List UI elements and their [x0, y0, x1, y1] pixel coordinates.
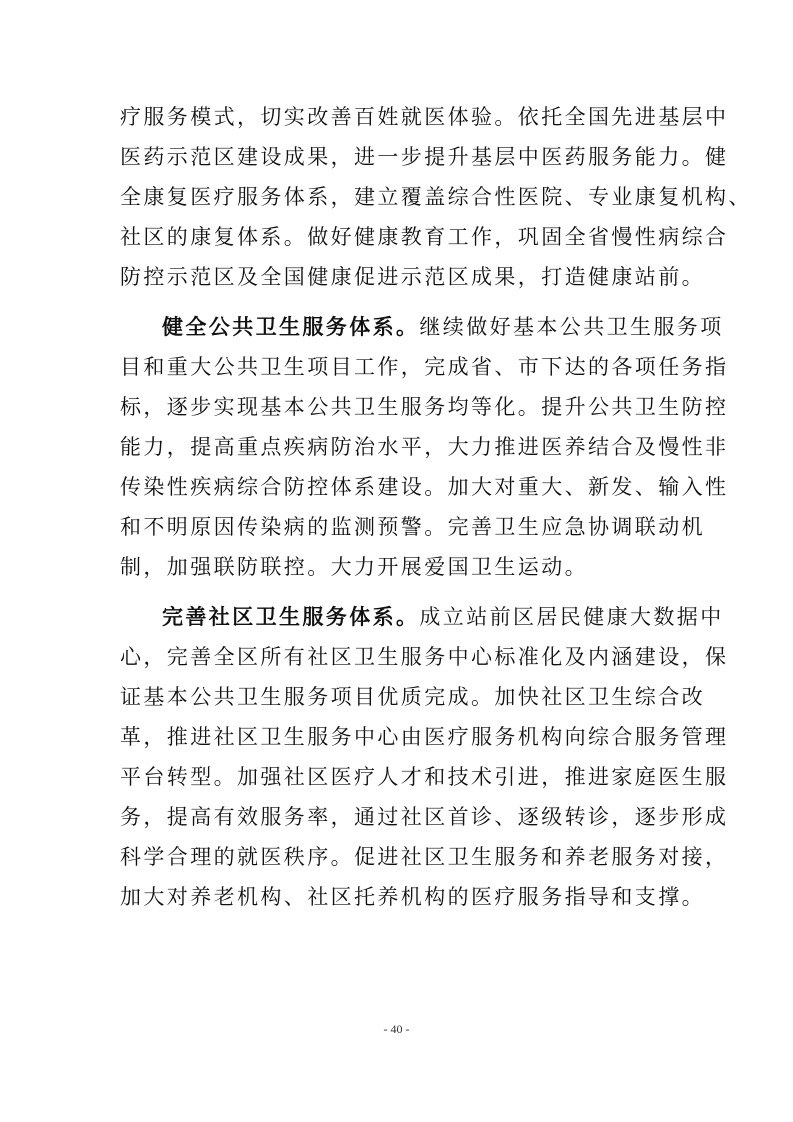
- paragraph-1-line-2: 医药示范区建设成果，进一步提升基层中医药服务能力。健: [120, 145, 729, 169]
- paragraph-3-line-2: 心，完善全区所有社区卫生服务中心标准化及内涵建设，保: [120, 645, 729, 669]
- paragraph-2-line-1: [162, 309, 724, 345]
- paragraph-3-line-6: 务，提高有效服务率，通过社区首诊、逐级转诊，逐步形成: [120, 805, 729, 829]
- paragraph-2-line-2: 目和重大公共卫生项目工作，完成省、市下达的各项任务指: [120, 355, 729, 379]
- paragraph-2-line-3: 标，逐步实现基本公共卫生服务均等化。提升公共卫生防控: [120, 395, 729, 419]
- paragraph-2-line-6: 和不明原因传染病的监测预警。完善卫生应急协调联动机: [120, 515, 705, 539]
- paragraph-1-line-4: 社区的康复体系。做好健康教育工作，巩固全省慢性病综合: [120, 225, 729, 249]
- paragraph-3-heading: 完善社区卫生服务体系。: [162, 604, 420, 629]
- paragraph-3-line-5: 平台转型。加强社区医疗人才和技术引进，推进家庭医生服: [120, 765, 729, 789]
- paragraph-3-line-7: 科学合理的就医秩序。促进社区卫生服务和养老服务对接，: [120, 845, 729, 869]
- paragraph-2-heading: 健全公共卫生服务体系。: [162, 314, 420, 339]
- paragraph-1-line-3: 全康复医疗服务体系，建立覆盖综合性医院、专业康复机构、: [120, 185, 752, 209]
- paragraph-3-line-8: 加大对养老机构、社区托养机构的医疗服务指导和支撑。: [120, 885, 705, 909]
- paragraph-3-line-1: [162, 599, 724, 635]
- paragraph-3-line-4: 革，推进社区卫生服务中心由医疗服务机构向综合服务管理: [120, 725, 729, 749]
- paragraph-2-line-7: 制，加强联防联控。大力开展爱国卫生运动。: [120, 555, 588, 579]
- paragraph-2-line-5: 传染性疾病综合防控体系建设。加大对重大、新发、输入性: [120, 475, 729, 499]
- paragraph-3-first-line-text: 成立站前区居民健康大数据中: [419, 605, 724, 629]
- paragraph-2-first-line-text: 继续做好基本公共卫生服务项: [419, 315, 724, 339]
- paragraph-2-line-4: 能力，提高重点疾病防治水平，大力推进医养结合及慢性非: [120, 435, 729, 459]
- paragraph-3-line-3: 证基本公共卫生服务项目优质完成。加快社区卫生综合改: [120, 685, 705, 709]
- page-number: - 40 -: [383, 1022, 410, 1036]
- paragraph-1-line-5: 防控示范区及全国健康促进示范区成果，打造健康站前。: [120, 265, 705, 289]
- paragraph-1-line-1: 疗服务模式，切实改善百姓就医体验。依托全国先进基层中: [120, 105, 729, 129]
